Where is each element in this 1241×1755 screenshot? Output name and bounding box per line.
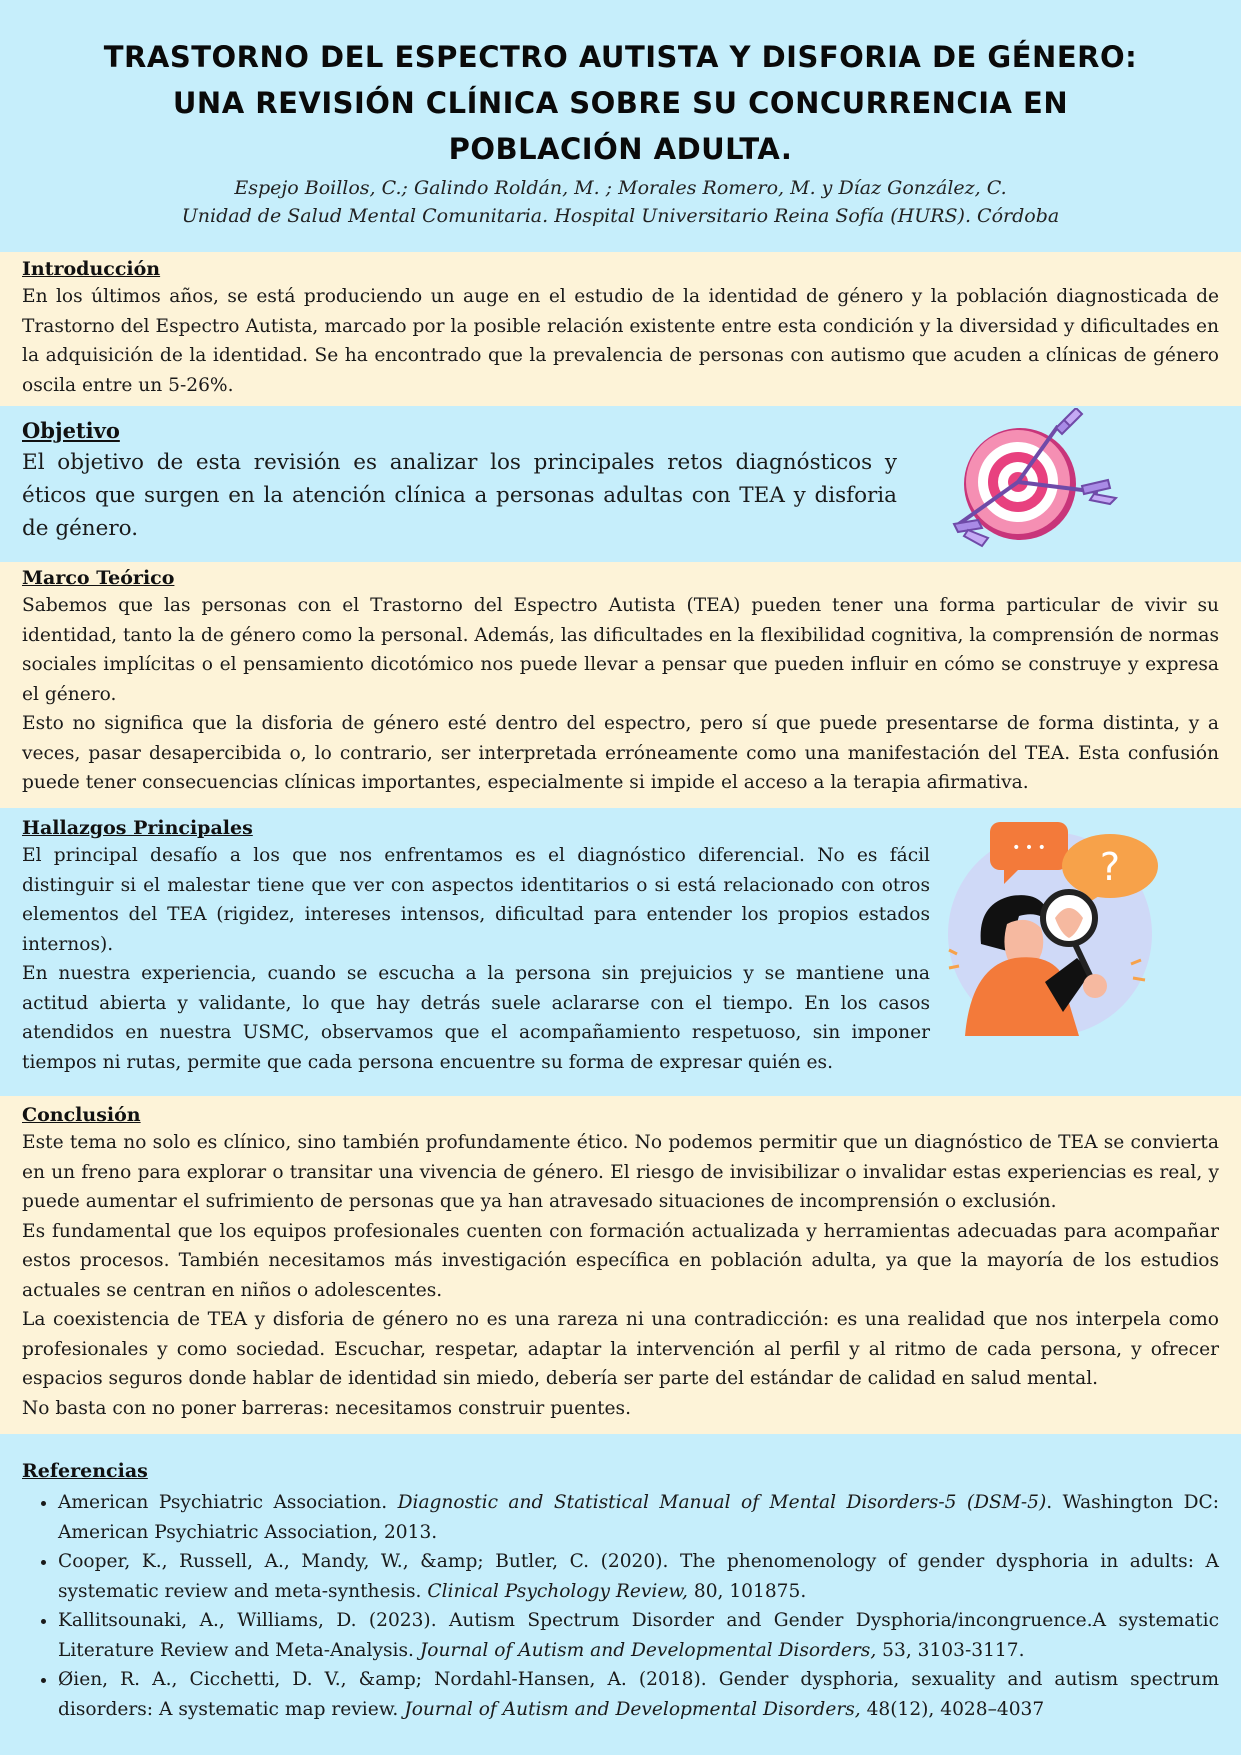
- ref-text: American Psychiatric Association.: [58, 1492, 398, 1513]
- section-paragraph: Este tema no solo es clínico, sino también profundamente ético. No podemos permitir que un diagnóstico de TEA se convierta en un freno para explorar o transitar una vivencia de género. El riesgo de invisibilizar o invalidar estas experiencias es real, y puede aumentar el sufrimiento de personas que ya han atravesado situaciones de incomprensión o exclusión.: [22, 1132, 1219, 1212]
- section-marco-teorico: [0, 562, 1241, 808]
- reference-item: [58, 1606, 1219, 1665]
- ref-text: . Washington DC: American Psychiatric Association, 2013.: [58, 1492, 1219, 1543]
- poster-header: [0, 0, 1241, 252]
- ref-text: Kallitsounaki, A., Williams, D. (2023). Autism Spectrum Disorder and Gender Dysphoria/incongruence.A systematic Literature Review and Meta-Analysis.: [58, 1610, 1219, 1661]
- affiliation: Unidad de Salud Mental Comunitaria. Hospital Universitario Reina Sofía (HURS). Córdoba: [181, 205, 1060, 227]
- ref-text: Cooper, K., Russell, A., Mandy, W., &amp; Butler, C. (2020). The phenomenology of gender dysphoria in adults: A systematic review and meta-synthesis.: [58, 1551, 1219, 1602]
- ref-source: Journal of Autism and Developmental Disorders,: [404, 1698, 861, 1720]
- section-paragraph: No basta con no poner barreras: necesitamos construir puentes.: [22, 1397, 631, 1419]
- ref-text: 48(12), 4028–4037: [860, 1698, 1045, 1720]
- authors-block: [0, 174, 1241, 230]
- authors: Espejo Boillos, C.; Galindo Roldán, M. ; Morales Romero, M. y Díaz González, C.: [234, 177, 1007, 199]
- section-paragraph: En nuestra experiencia, cuando se escucha a la persona sin prejuicios y se mantiene una actitud abierta y validante, lo que hay detrás suele aclararse con el tiempo. En los casos atendidos en nuestra USMC, observamos que el acompañamiento respetuoso, sin imponer tiempos ni rutas, permite que cada persona encuentre su forma de expresar quién es.: [22, 963, 930, 1073]
- section-introduccion: [0, 252, 1241, 406]
- reference-item: [58, 1665, 1219, 1724]
- reference-item: [58, 1488, 1219, 1547]
- references-list: [22, 1488, 1219, 1724]
- ref-text: Øien, R. A., Cicchetti, D. V., &amp; Nordahl-Hansen, A. (2018). Gender dysphoria, sexuality and autism spectrum disorders: A systematic map review.: [58, 1669, 1219, 1720]
- person-with-magnifier-icon: [945, 814, 1163, 1040]
- ref-source: Clinical Psychology Review,: [427, 1580, 688, 1602]
- section-title: Marco Teórico: [22, 567, 175, 589]
- section-hallazgos: [0, 808, 1241, 1096]
- bubble-dots: • • •: [1012, 840, 1046, 856]
- section-title: Hallazgos Principales: [22, 817, 253, 839]
- title-line: UNA REVISIÓN CLÍNICA SOBRE SU CONCURRENCIA EN: [172, 86, 1069, 120]
- section-text: En los últimos años, se está produciendo un auge en el estudio de la identidad de género y la población diagnosticada de Trastorno del Espectro Autista, marcado por la posible relación existente entre esta condición y la diversidad y dificultades en la adquisición de la identidad. Se ha encontrado que la prevalencia de personas con autismo que acuden a clínicas de género oscila entre un 5-26%.: [22, 286, 1219, 396]
- target-with-arrows-icon: [948, 408, 1120, 548]
- title-line: POBLACIÓN ADULTA.: [448, 132, 793, 166]
- section-title: Introducción: [22, 258, 161, 280]
- section-paragraph: Sabemos que las personas con el Trastorno del Espectro Autista (TEA) pueden tener una forma particular de vivir su identidad, tanto la de género como la personal. Además, las dificultades en la flexibilidad cognitiva, la comprensión de normas sociales implícitas o el pensamiento dicotómico nos puede llevar a pensar que pueden influir en cómo se construye y expresa el género.: [22, 595, 1219, 705]
- section-paragraph: La coexistencia de TEA y disforia de género no es una rareza ni una contradicción: es una realidad que nos interpela como profesionales y como sociedad. Escuchar, respetar, adaptar la intervención al perfil y al ritmo de cada persona, y ofrecer espacios seguros donde hablar de identidad sin miedo, debería ser parte del estándar de calidad en salud mental.: [22, 1309, 1219, 1389]
- section-conclusion: [0, 1096, 1241, 1434]
- ref-source: Journal of Autism and Developmental Disorders,: [419, 1639, 877, 1661]
- section-title: Referencias: [22, 1460, 148, 1482]
- section-objetivo: [0, 406, 1241, 562]
- poster-title: [0, 0, 1241, 172]
- section-title: Conclusión: [22, 1104, 141, 1126]
- section-paragraph: Esto no significa que la disforia de género esté dentro del espectro, pero sí que puede presentarse de forma distinta, y a veces, pasar desapercibida o, lo contrario, ser interpretada erróneamente como una manifestación del TEA. Esta confusión puede tener consecuencias clínicas importantes, especialmente si impide el acceso a la terapia afirmativa.: [22, 713, 1219, 793]
- title-line: TRASTORNO DEL ESPECTRO AUTISTA Y DISFORIA DE GÉNERO:: [103, 40, 1138, 74]
- reference-item: [58, 1547, 1219, 1606]
- bubble-question: ?: [1099, 845, 1121, 889]
- ref-text: 80, 101875.: [687, 1580, 807, 1602]
- section-text: El objetivo de esta revisión es analizar los principales retos diagnósticos y éticos que surgen en la atención clínica a personas adultas con TEA y disforia de género.: [22, 450, 897, 541]
- section-paragraph: Es fundamental que los equipos profesionales cuenten con formación actualizada y herramientas adecuadas para acompañar estos procesos. También necesitamos más investigación específica en población adulta, ya que la mayoría de los estudios actuales se centran en niños o adolescentes.: [22, 1220, 1219, 1301]
- ref-text: 53, 3103-3117.: [876, 1639, 1025, 1661]
- section-paragraph: El principal desafío a los que nos enfrentamos es el diagnóstico diferencial. No es fácil distinguir si el malestar tiene que ver con aspectos identitarios o si está relacionado con otros elementos del TEA (rigidez, intereses intensos, dificultad para entender los propios estados internos).: [22, 845, 930, 955]
- section-title: Objetivo: [22, 418, 120, 443]
- section-referencias: [0, 1434, 1241, 1755]
- ref-source: Diagnostic and Statistical Manual of Mental Disorders-5 (DSM-5): [397, 1492, 1047, 1513]
